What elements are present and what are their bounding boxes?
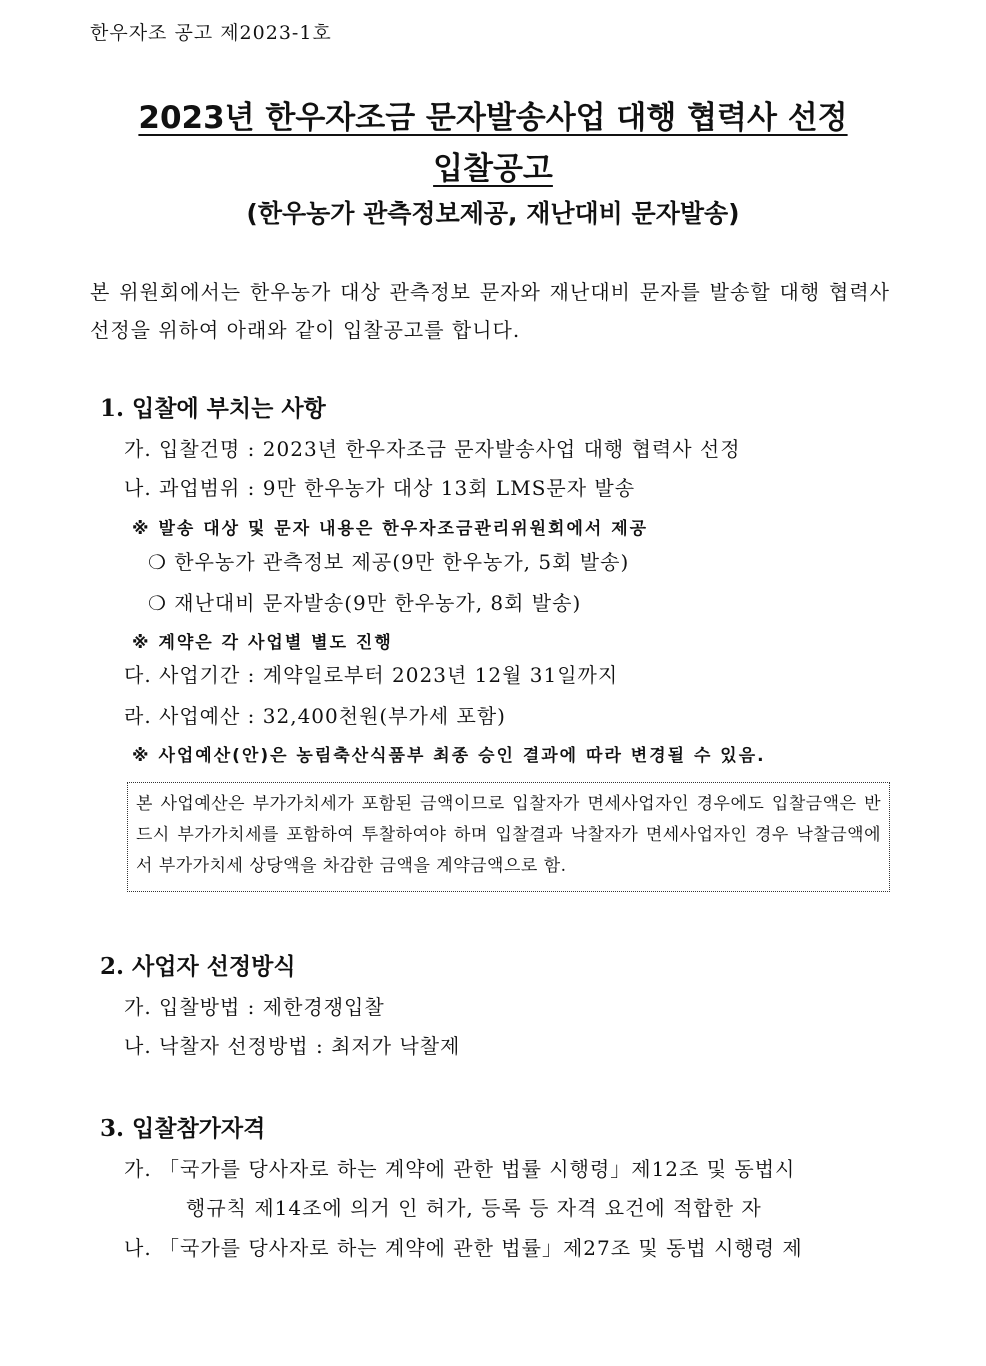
section1-heading: 1. 입찰에 부치는 사항 [100,395,326,422]
section1-item-da: 다. 사업기간 : 계약일로부터 2023년 12월 31일까지 [124,663,619,687]
section1-item-na: 나. 과업범위 : 9만 한우농가 대상 13회 LMS문자 발송 [124,476,636,500]
section1-item-ra: 라. 사업예산 : 32,400천원(부가세 포함) [124,704,506,728]
section1-bullet2: ❍ 재난대비 문자발송(9만 한우농가, 8회 발송) [148,591,582,615]
section1-note2: ※ 계약은 각 사업별 별도 진행 [132,633,393,653]
section3-item-ga-line2: 행규칙 제14조에 의거 인 허가, 등록 등 자격 요건에 적합한 자 [186,1196,762,1220]
document-title [0,92,986,137]
section1-bullet1: ❍ 한우농가 관측정보 제공(9만 한우농가, 5회 발송) [148,550,630,574]
section3-heading: 3. 입찰참가자격 [100,1115,266,1142]
vat-notice-box [127,782,890,892]
section1-note3: ※ 사업예산(안)은 농림축산식품부 최종 승인 결과에 따라 변경될 수 있음. [132,746,766,766]
document-title-line2 [0,143,986,188]
vat-notice-text: 본 사업예산은 부가가치세가 포함된 금액이므로 입찰자가 면세사업자인 경우에도 입찰금액은 반드시 부가가치세를 포함하여 투찰하여야 하며 입찰결과 낙찰자가 면세사업자인 경우 낙찰금액에서 부가가치세 상당액을 차감한 금액을 계약금액으로 함. [136,794,881,876]
section3-item-ga-line1: 가. 「국가를 당사자로 하는 계약에 관한 법률 시행령」제12조 및 동법시 [124,1157,796,1181]
section3-item-na-line1: 나. 「국가를 당사자로 하는 계약에 관한 법률」제27조 및 동법 시행령 제 [124,1236,803,1260]
title-line2: 입찰공고 [433,151,553,187]
section2-item-ga: 가. 입찰방법 : 제한경쟁입찰 [124,995,385,1019]
notice-number: 한우자조 공고 제2023-1호 [90,22,332,44]
intro-paragraph: 본 위원회에서는 한우농가 대상 관측정보 문자와 재난대비 문자를 발송할 대행 협력사 선정을 위하여 아래와 같이 입찰공고를 합니다. [90,280,890,342]
document-subtitle: (한우농가 관측정보제공, 재난대비 문자발송) [246,199,740,228]
section1-item-ga: 가. 입찰건명 : 2023년 한우자조금 문자발송사업 대행 협력사 선정 [124,437,741,461]
section1-note1: ※ 발송 대상 및 문자 내용은 한우자조금관리위원회에서 제공 [132,519,649,539]
title-line1: 2023년 한우자조금 문자발송사업 대행 협력사 선정 [138,100,848,136]
section2-heading: 2. 사업자 선정방식 [100,953,296,980]
section2-item-na: 나. 낙찰자 선정방법 : 최저가 낙찰제 [124,1034,461,1058]
